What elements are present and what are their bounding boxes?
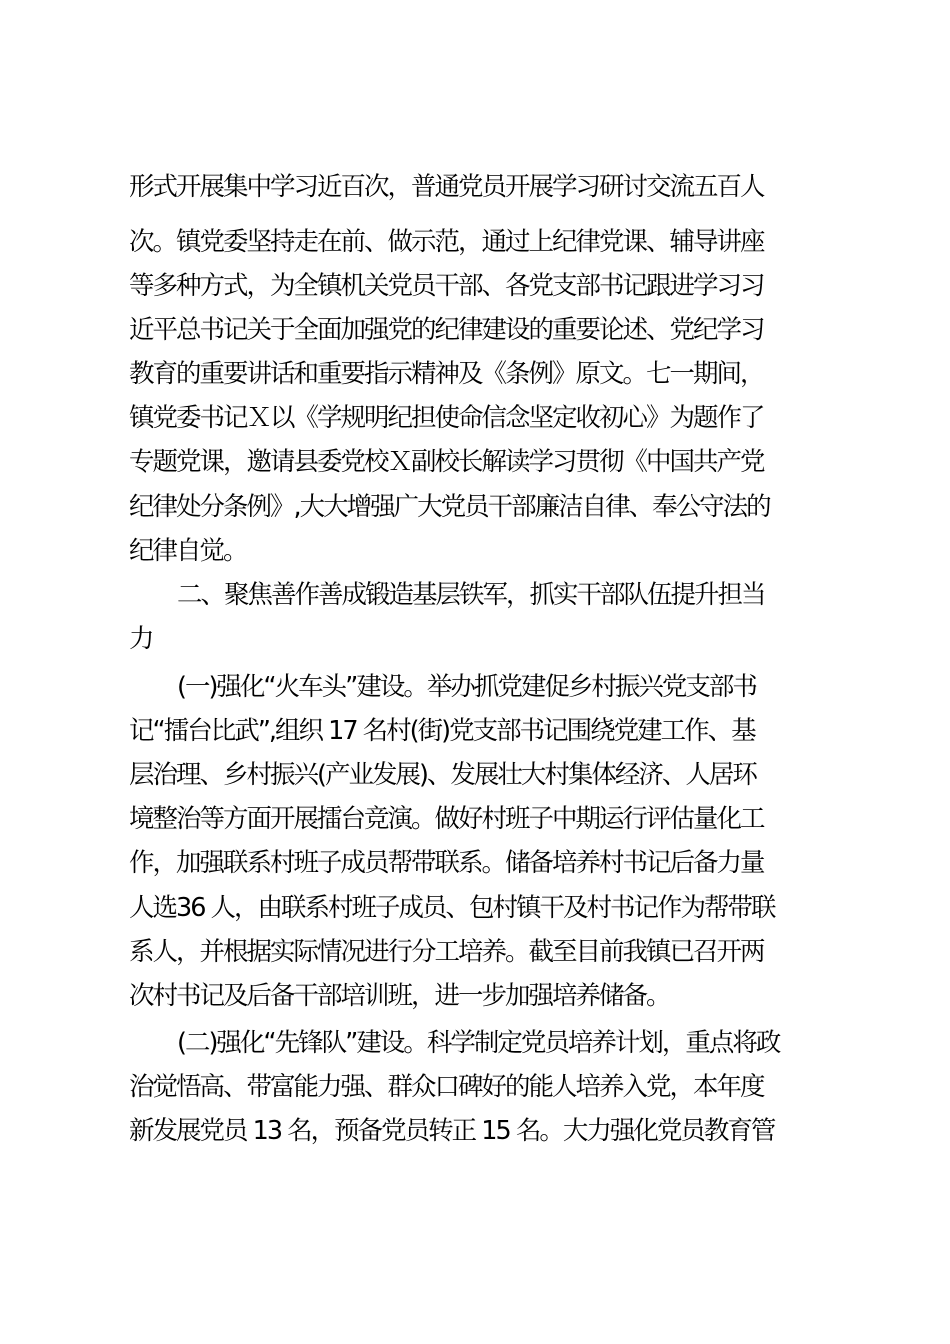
section-heading: 二、聚焦善作善成锻造基层铁军，抓实干部队伍提升担当 [177, 580, 765, 610]
body-text-line: 人选36 人，由联系村班子成员、包村镇干及村书记作为帮带联 [129, 893, 775, 923]
body-text-line: 治觉悟高、带富能力强、群众口碑好的能人培养入党，本年度 [129, 1072, 764, 1102]
body-text-line: 次。镇党委坚持走在前、做示范，通过上纪律党课、辅导讲座 [129, 227, 764, 257]
body-text-line: 镇党委书记Ｘ以《学规明纪担使命信念坚定收初心》为题作了 [129, 403, 764, 433]
body-text-line: 新发展党员 13 名，预备党员转正 15 名。大力强化党员教育管 [129, 1116, 775, 1146]
body-text-line: 专题党课，邀请县委党校Ｘ副校长解读学习贯彻《中国共产党 [129, 447, 764, 477]
body-text-line: 教育的重要讲话和重要指示精神及《条例》原文。七一期间， [129, 359, 764, 389]
body-text-line: 近平总书记关于全面加强党的纪律建设的重要论述、党纪学习 [129, 315, 764, 345]
body-text-line: 境整治等方面开展擂台竞演。做好村班子中期运行评估量化工 [129, 804, 764, 834]
body-text-line: 形式开展集中学习近百次，普通党员开展学习研讨交流五百人 [129, 172, 764, 202]
body-text-line: 记“擂台比武”,组织 17 名村(街)党支部书记围绕党建工作、基 [129, 716, 755, 746]
body-text-line: 作，加强联系村班子成员帮带联系。储备培养村书记后备力量 [129, 848, 764, 878]
body-text-line: 等多种方式，为全镇机关党员干部、各党支部书记跟进学习习 [129, 271, 764, 301]
section-heading-continued: 力 [129, 624, 153, 654]
body-text-line: 层治理、乡村振兴(产业发展)、发展壮大村集体经济、人居环 [129, 760, 756, 790]
subsection-paragraph-start: (二)强化“先锋队”建设。科学制定党员培养计划，重点将政 [177, 1028, 780, 1058]
body-text-line: 纪律自觉。 [129, 536, 247, 566]
subsection-paragraph-start: (一)强化“火车头”建设。举办抓党建促乡村振兴党支部书 [177, 672, 756, 702]
body-text-line: 系人，并根据实际情况进行分工培养。截至目前我镇已召开两 [129, 937, 764, 967]
body-text-line: 次村书记及后备干部培训班，进一步加强培养储备。 [129, 981, 670, 1011]
body-text-line: 纪律处分条例》,大大增强广大党员干部廉洁自律、奉公守法的 [129, 492, 770, 522]
